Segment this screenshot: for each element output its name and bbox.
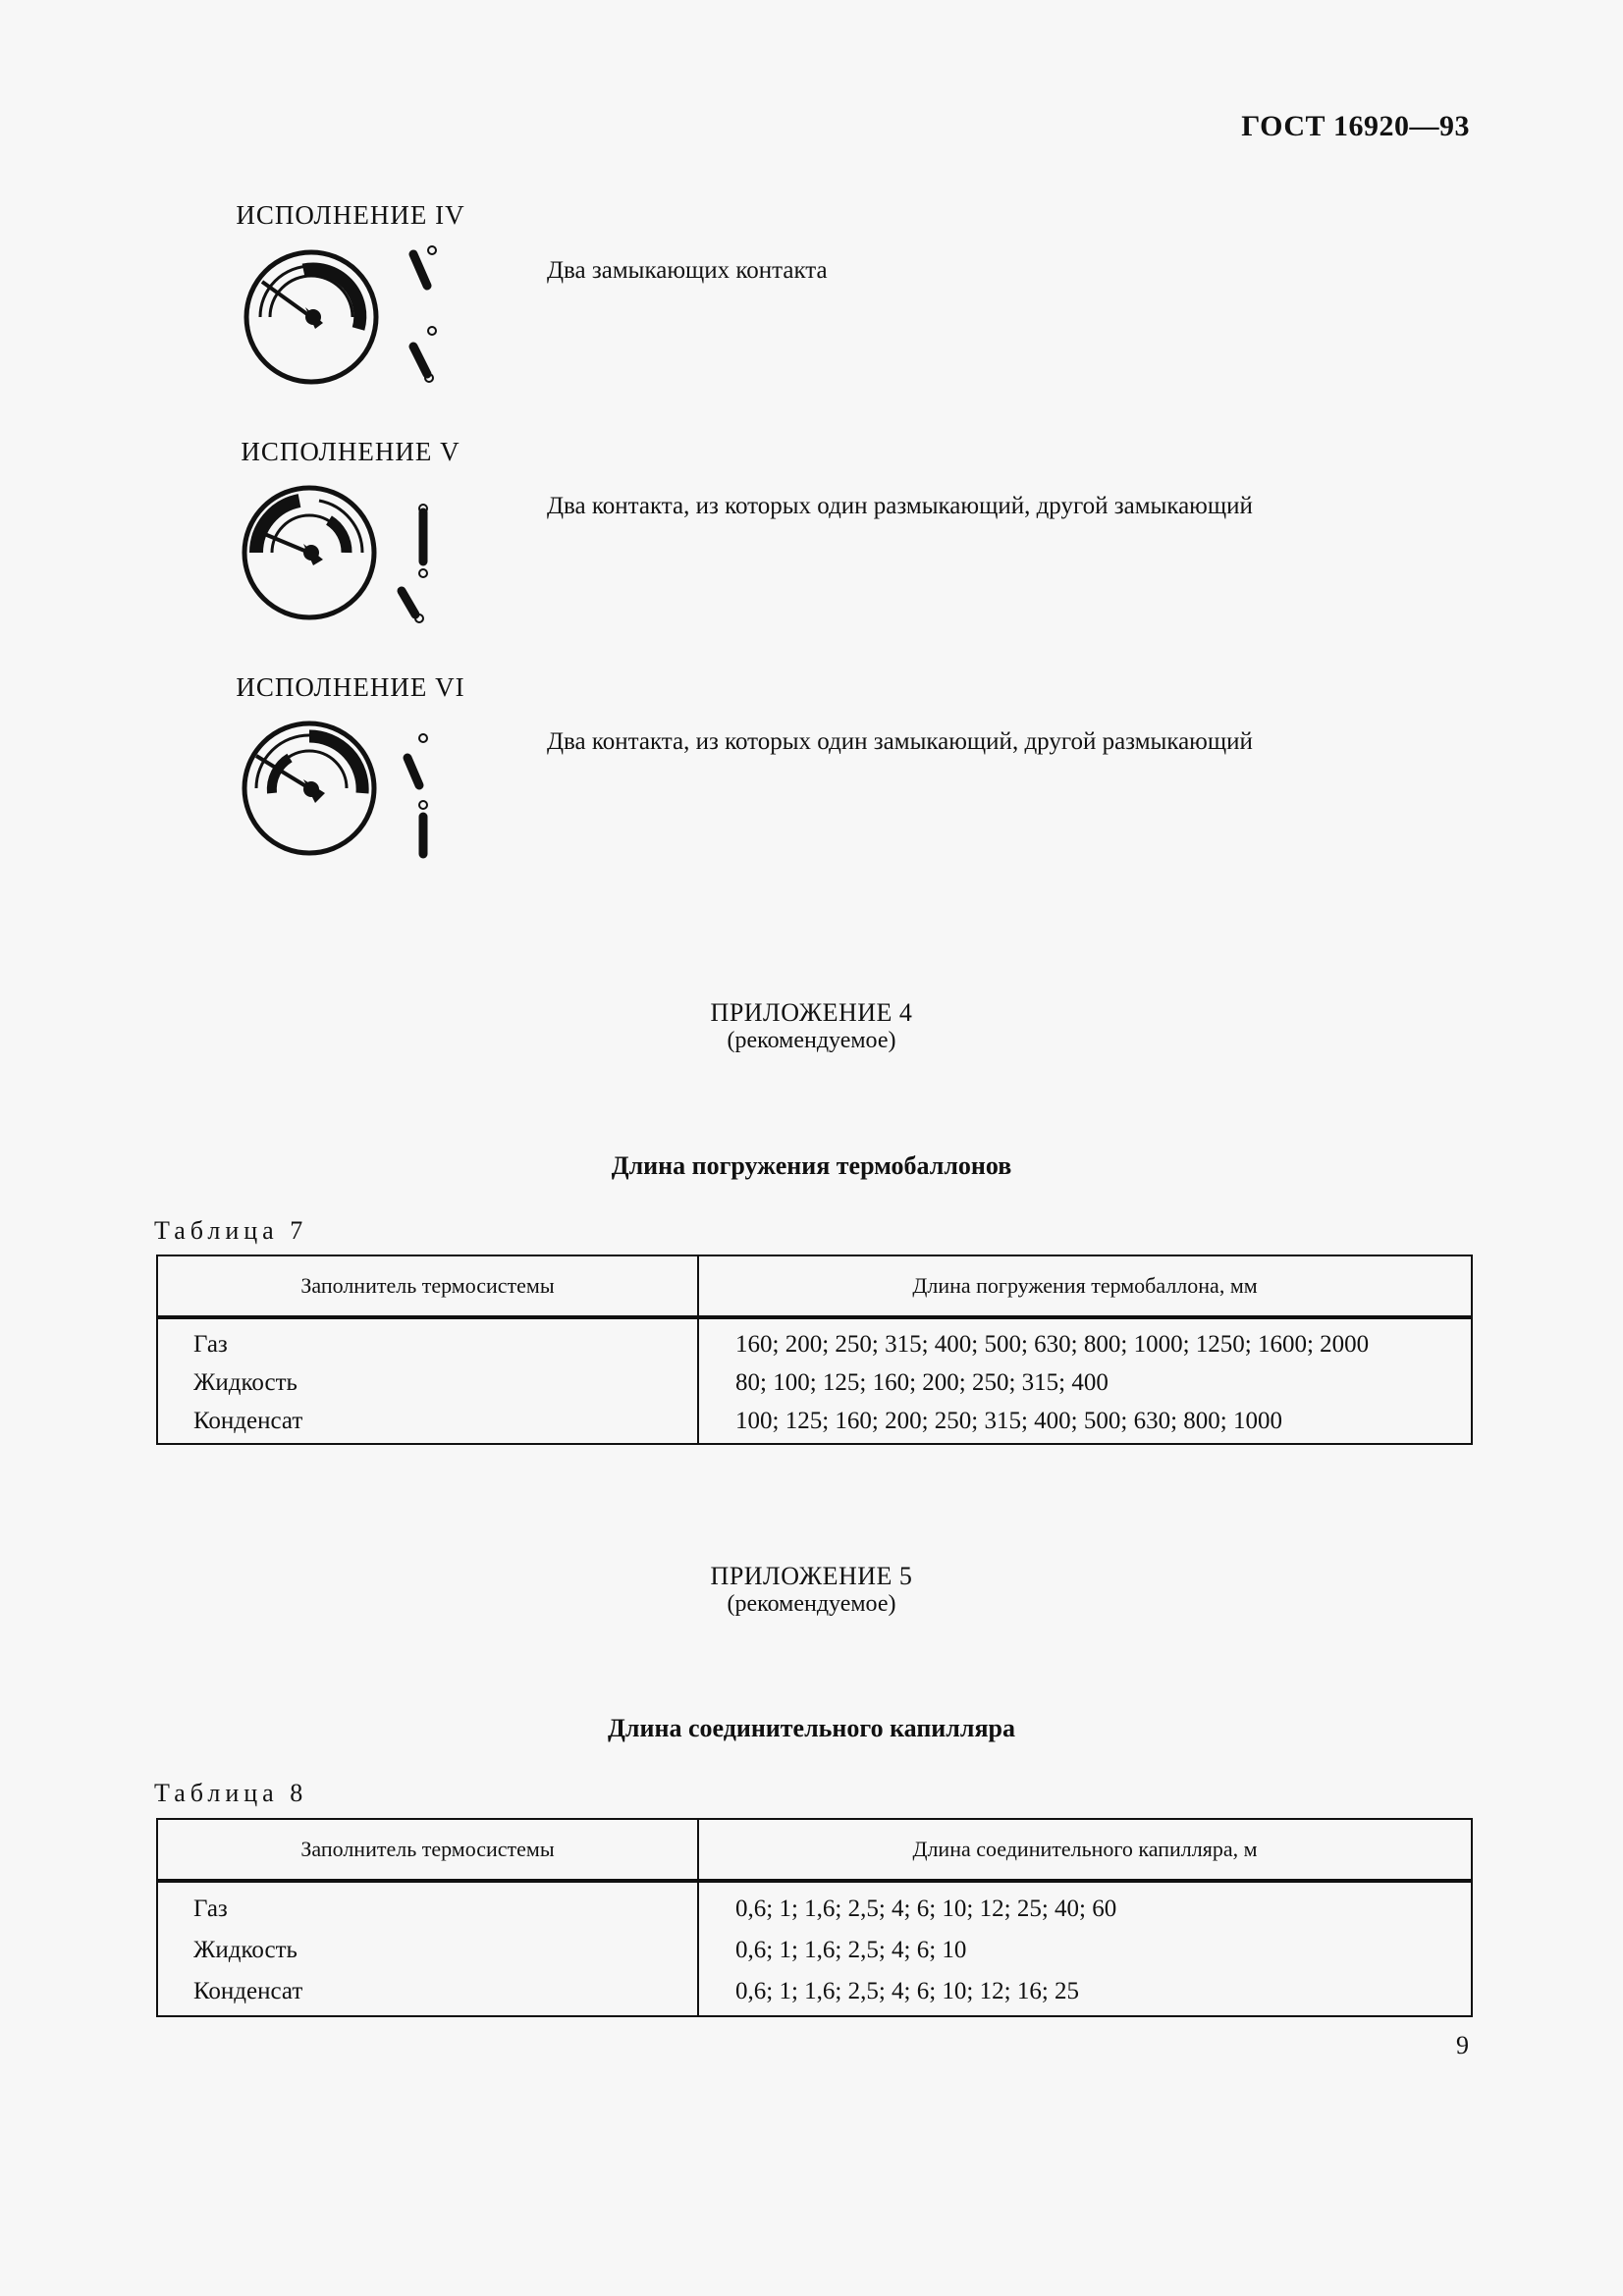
table-7-label: Таблица 7 bbox=[154, 1216, 308, 1245]
table-cell: 0,6; 1; 1,6; 2,5; 4; 6; 10; 12; 16; 25 bbox=[698, 1971, 1472, 2016]
appendix-4-subtitle: (рекомендуемое) bbox=[727, 1028, 896, 1053]
table-7 bbox=[156, 1255, 1473, 1445]
table-cell: Газ bbox=[157, 1881, 698, 1930]
table-cell: Конденсат bbox=[157, 1971, 698, 2016]
table-8-label: Таблица 8 bbox=[154, 1779, 308, 1807]
variant-vi-title: ИСПОЛНЕНИЕ VI bbox=[236, 672, 465, 702]
variant-iv-title: ИСПОЛНЕНИЕ IV bbox=[236, 200, 465, 230]
variant-iv-description: Два замыкающих контакта bbox=[547, 257, 828, 284]
table-cell: 0,6; 1; 1,6; 2,5; 4; 6; 10 bbox=[698, 1930, 1472, 1971]
variant-iv-schematic bbox=[233, 240, 439, 407]
variant-v-description: Два контакта, из которых один размыкающий, другой замыкающий bbox=[547, 493, 1253, 519]
table-cell: 80; 100; 125; 160; 200; 250; 315; 400 bbox=[698, 1363, 1472, 1402]
table-cell: 0,6; 1; 1,6; 2,5; 4; 6; 10; 12; 25; 40; 60 bbox=[698, 1881, 1472, 1930]
table-8 bbox=[156, 1818, 1473, 2017]
variant-vi-schematic bbox=[233, 715, 439, 881]
table-8-header-length: Длина соединительного капилляра, м bbox=[698, 1819, 1472, 1881]
page-number: 9 bbox=[1456, 2031, 1469, 2059]
table-cell: 160; 200; 250; 315; 400; 500; 630; 800; 1000; 1250; 1600; 2000 bbox=[698, 1317, 1472, 1363]
appendix-4-title: ПРИЛОЖЕНИЕ 4 bbox=[710, 998, 913, 1027]
table-row bbox=[157, 1971, 1472, 2016]
variant-v-schematic bbox=[233, 479, 439, 646]
table-8-header-filler: Заполнитель термосистемы bbox=[157, 1819, 698, 1881]
table-row bbox=[157, 1402, 1472, 1444]
standard-number: ГОСТ 16920—93 bbox=[1241, 110, 1470, 142]
appendix-5-subtitle: (рекомендуемое) bbox=[727, 1591, 896, 1617]
table-row bbox=[157, 1363, 1472, 1402]
table-cell: Конденсат bbox=[157, 1402, 698, 1444]
table-7-header-length: Длина погружения термобаллона, мм bbox=[698, 1255, 1472, 1317]
table-cell: Жидкость bbox=[157, 1363, 698, 1402]
appendix-5-section-title: Длина соединительного капилляра bbox=[608, 1714, 1015, 1742]
table-cell: Газ bbox=[157, 1317, 698, 1363]
table-row bbox=[157, 1317, 1472, 1363]
table-row bbox=[157, 1881, 1472, 1930]
table-cell: Жидкость bbox=[157, 1930, 698, 1971]
appendix-5-title: ПРИЛОЖЕНИЕ 5 bbox=[710, 1562, 913, 1590]
variant-v-title: ИСПОЛНЕНИЕ V bbox=[241, 437, 460, 466]
table-7-header-filler: Заполнитель термосистемы bbox=[157, 1255, 698, 1317]
variant-vi-description: Два контакта, из которых один замыкающий, другой размыкающий bbox=[547, 728, 1253, 755]
table-cell: 100; 125; 160; 200; 250; 315; 400; 500; 630; 800; 1000 bbox=[698, 1402, 1472, 1444]
table-row bbox=[157, 1930, 1472, 1971]
appendix-4-section-title: Длина погружения термобаллонов bbox=[611, 1151, 1012, 1180]
